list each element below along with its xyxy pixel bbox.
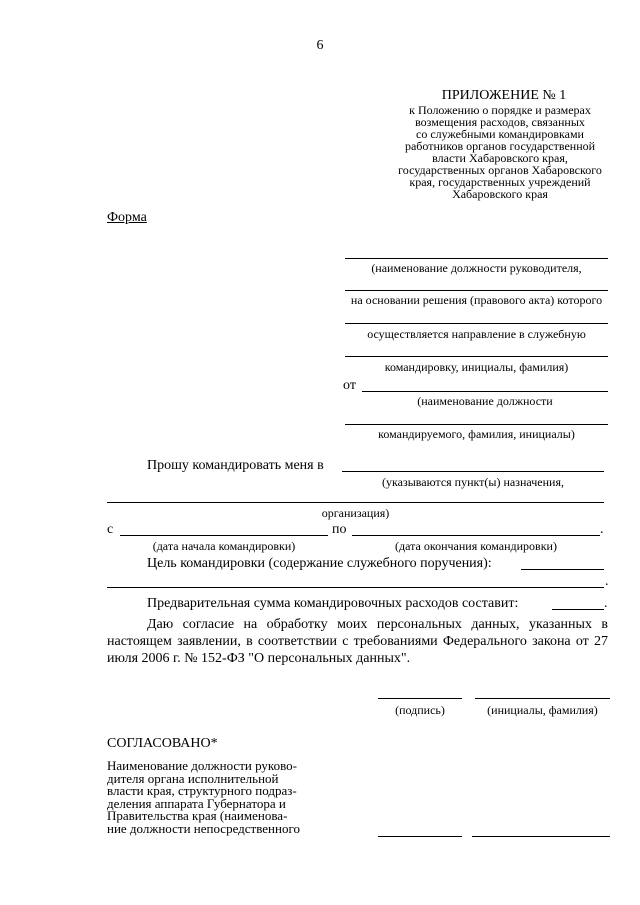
agreed-name-line[interactable] — [472, 836, 610, 837]
from-line-2[interactable] — [345, 424, 608, 425]
agreed-line: Наименование должности руково- — [107, 758, 297, 773]
signature-caption: (подпись) — [395, 703, 445, 717]
agreed-body — [107, 760, 347, 835]
period-end-dot: . — [600, 522, 604, 537]
addressee-line-4[interactable] — [345, 356, 608, 357]
purpose-line-2[interactable] — [107, 587, 604, 588]
end-date-caption: (дата окончания командировки) — [395, 539, 557, 553]
page-number: 6 — [316, 38, 324, 53]
addressee-caption-2: на основании решения (правового акта) которого — [350, 293, 603, 307]
form-label: Форма — [107, 210, 147, 225]
appendix-line: края, государственных учреждений — [409, 175, 591, 189]
appendix-line: власти Хабаровского края, — [432, 151, 568, 165]
appendix-line: возмещения расходов, связанных — [415, 115, 585, 129]
appendix-subtitle — [375, 104, 625, 200]
addressee-caption-1: (наименование должности руководителя, — [371, 261, 582, 275]
appendix-line: со служебными командировками — [416, 127, 584, 141]
agreed-line: власти края, структурного подраз- — [107, 783, 297, 798]
agreed-line: ние должности непосредственного — [107, 820, 300, 836]
agreed-line: деления аппарата Губернатора и — [107, 795, 286, 811]
addressee-line-1[interactable] — [345, 258, 608, 259]
organization-caption: организация) — [321, 506, 390, 520]
addressee-caption-4: командировку, инициалы, фамилия) — [384, 360, 569, 374]
agreed-signature-line[interactable] — [378, 836, 462, 837]
appendix-title: ПРИЛОЖЕНИЕ № 1 — [441, 88, 567, 103]
agreed-line: Правительства края (наименова- — [107, 808, 288, 823]
destination-caption: (указываются пункт(ы) назначения, — [382, 475, 564, 489]
signature-line[interactable] — [378, 698, 462, 699]
purpose-line-1[interactable] — [521, 569, 604, 570]
appendix-line: к Положению о порядке и размерах — [409, 103, 591, 117]
name-caption: (инициалы, фамилия) — [487, 703, 598, 717]
start-date-line[interactable] — [120, 535, 328, 536]
request-text: Прошу командировать меня в — [147, 458, 324, 473]
destination-line[interactable] — [342, 471, 604, 472]
agreed-line: дителя органа исполнительной — [107, 770, 279, 786]
from-caption-2: командируемого, фамилия, инициалы) — [378, 427, 575, 441]
from-caption-1: (наименование должности — [417, 394, 553, 408]
period-to-label: по — [332, 522, 347, 537]
sum-end-dot: . — [604, 596, 608, 611]
sum-text: Предварительная сумма командировочных расходов составит: — [147, 596, 519, 611]
purpose-text: Цель командировки (содержание служебного поручения): — [147, 556, 492, 571]
period-from-label: с — [107, 522, 114, 537]
purpose-end-dot: . — [605, 574, 609, 589]
agreed-title: СОГЛАСОВАНО* — [107, 736, 218, 751]
start-date-caption: (дата начала командировки) — [152, 539, 296, 553]
addressee-line-3[interactable] — [345, 323, 608, 324]
organization-line[interactable] — [107, 502, 604, 503]
addressee-line-2[interactable] — [345, 290, 608, 291]
consent-paragraph: Даю согласие на обработку моих персональных данных, указанных в настоящем заявлении, в соответствии с требованиями Федерального закона от 27 июля 2006 г. № 152-ФЗ "О персональных данных". — [107, 617, 608, 666]
sum-line[interactable] — [552, 609, 604, 610]
name-line[interactable] — [475, 698, 610, 699]
appendix-line: Хабаровского края — [452, 187, 548, 201]
appendix-line: работников органов государственной — [404, 139, 596, 153]
appendix-line: государственных органов Хабаровского — [398, 163, 602, 177]
from-label: от — [343, 378, 356, 393]
addressee-caption-3: осуществляется направление в служебную — [367, 327, 586, 341]
from-line[interactable] — [362, 391, 608, 392]
end-date-line[interactable] — [352, 535, 600, 536]
